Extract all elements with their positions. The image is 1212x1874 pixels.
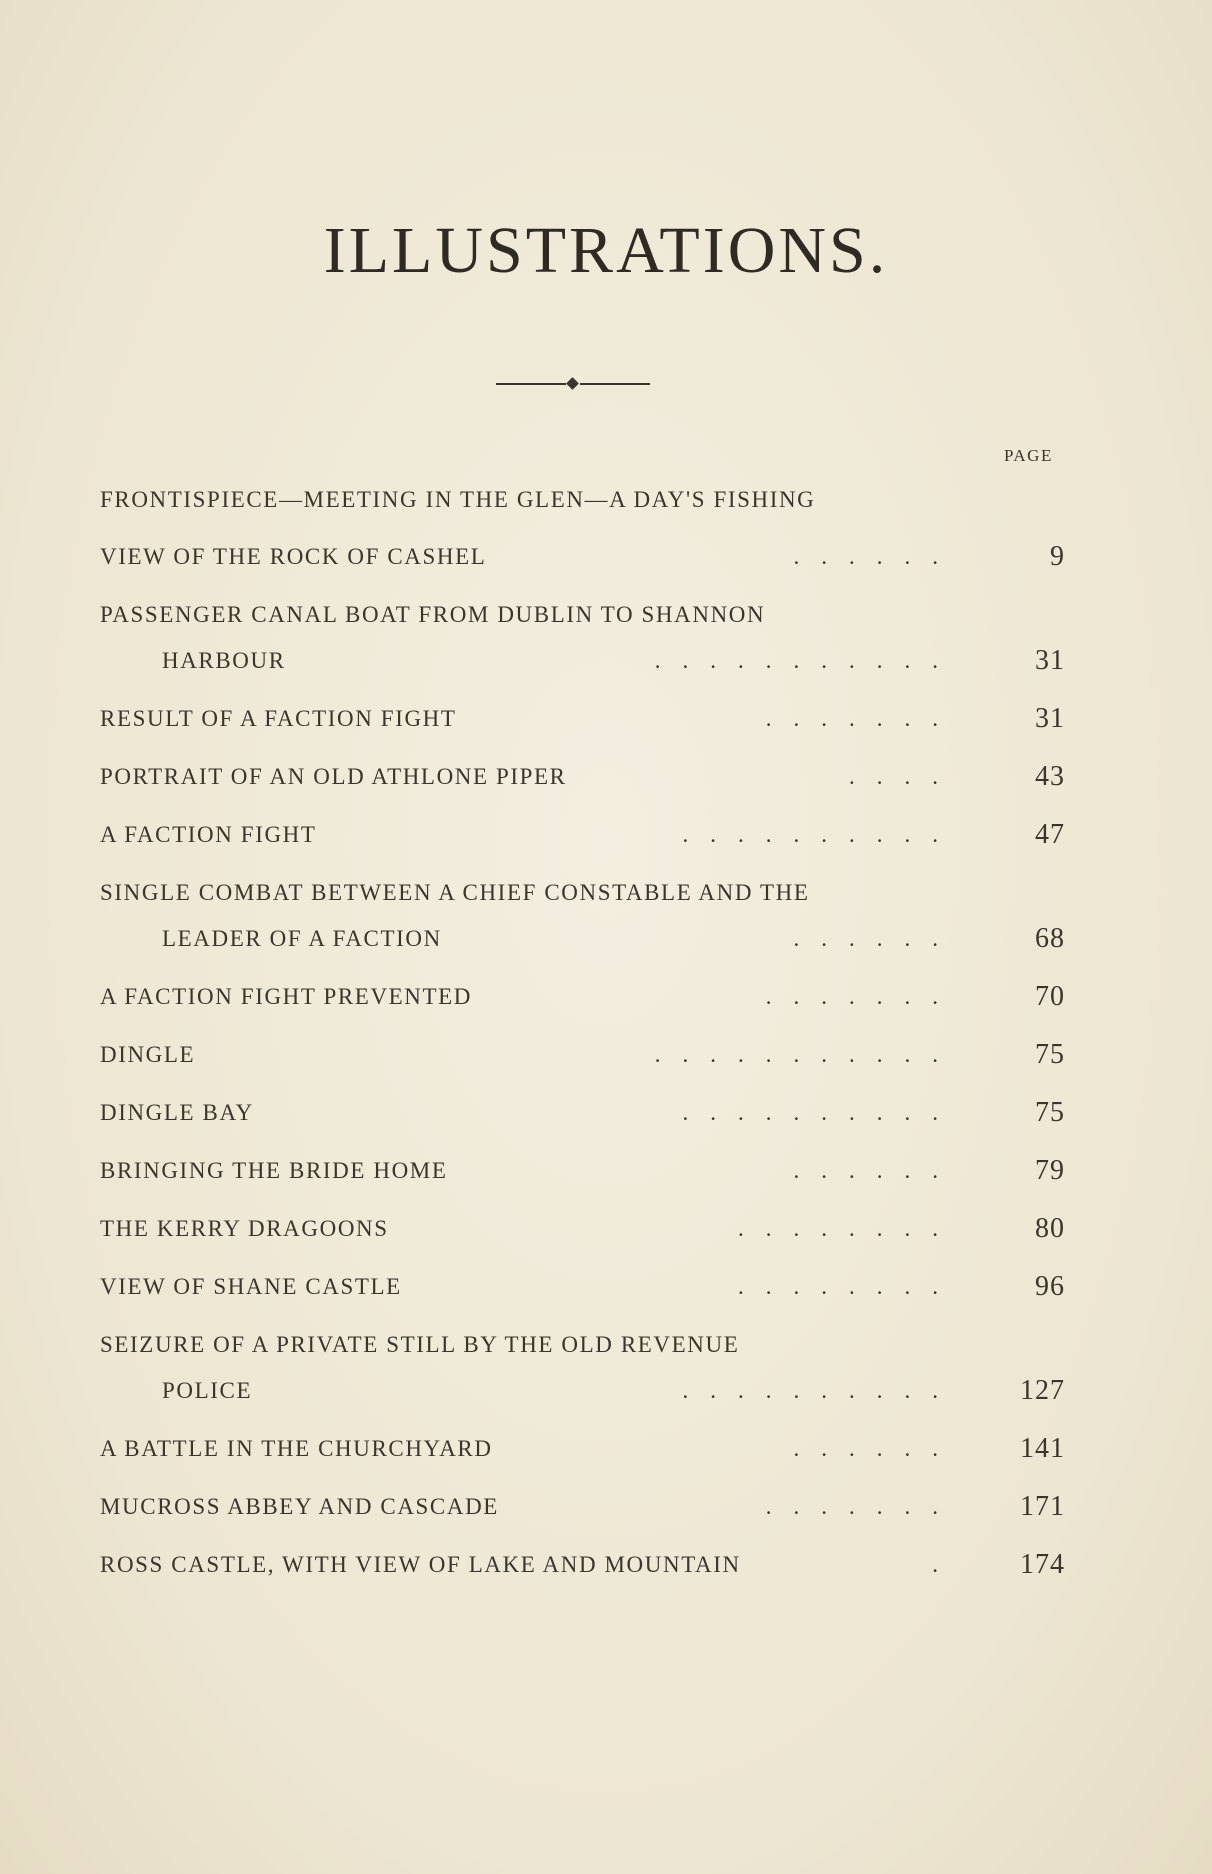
page-column-heading: PAGE <box>1004 446 1053 465</box>
list-item <box>100 1090 1065 1136</box>
page-number: 68 <box>1035 923 1065 954</box>
dot-leader: ....... <box>765 1494 960 1519</box>
page-number: 75 <box>1035 1039 1065 1070</box>
page-number: 70 <box>1035 981 1065 1012</box>
page-number: 141 <box>1020 1433 1065 1464</box>
dot-leader: ....... <box>765 984 960 1009</box>
entry-title: PASSENGER CANAL BOAT FROM DUBLIN TO SHANNON <box>100 602 766 627</box>
list-item <box>100 1484 1065 1530</box>
entry-title: LEADER OF A FACTION <box>162 926 442 951</box>
list-item <box>100 870 1065 962</box>
entry-title: MUCROSS ABBEY AND CASCADE <box>100 1494 499 1519</box>
list-item <box>100 1542 1065 1588</box>
list-item <box>100 812 1065 858</box>
page-number: 127 <box>1020 1375 1065 1406</box>
dot-leader: ...... <box>793 1158 960 1183</box>
dot-leader: ........ <box>738 1216 960 1241</box>
page-number: 75 <box>1035 1097 1065 1128</box>
dot-leader: ...... <box>793 544 960 569</box>
entry-title: THE KERRY DRAGOONS <box>100 1216 389 1241</box>
entry-title: DINGLE <box>100 1042 196 1067</box>
dot-leader: .......... <box>682 822 960 847</box>
list-item <box>100 534 1065 580</box>
entry-title: POLICE <box>162 1378 253 1403</box>
dot-leader: . <box>932 1552 960 1577</box>
page-number: 47 <box>1035 819 1065 850</box>
diamond-ornament-icon <box>566 377 579 390</box>
ornament-divider <box>496 378 650 390</box>
list-item <box>100 478 1065 522</box>
list-item <box>100 1426 1065 1472</box>
dot-leader: ....... <box>765 706 960 731</box>
dot-leader: ...... <box>793 926 960 951</box>
entry-title: VIEW OF THE ROCK OF CASHEL <box>100 544 487 569</box>
page-number: 9 <box>1050 541 1065 572</box>
dot-leader: ...... <box>793 1436 960 1461</box>
list-item <box>100 1264 1065 1310</box>
entry-title: DINGLE BAY <box>100 1100 254 1125</box>
page-number: 80 <box>1035 1213 1065 1244</box>
list-item <box>100 1206 1065 1252</box>
entry-title: RESULT OF A FACTION FIGHT <box>100 706 457 731</box>
entry-title: A FACTION FIGHT <box>100 822 317 847</box>
list-item <box>100 592 1065 684</box>
page-number: 79 <box>1035 1155 1065 1186</box>
page-number: 96 <box>1035 1271 1065 1302</box>
entry-title: BRINGING THE BRIDE HOME <box>100 1158 448 1183</box>
page-title: ILLUSTRATIONS. <box>323 214 889 287</box>
page-number: 31 <box>1035 703 1065 734</box>
dot-leader: .......... <box>682 1378 960 1403</box>
entry-title: VIEW OF SHANE CASTLE <box>100 1274 402 1299</box>
page-number: 43 <box>1035 761 1065 792</box>
illustrations-list <box>100 478 1065 1588</box>
list-item <box>100 754 1065 800</box>
list-item <box>100 1322 1065 1414</box>
list-item <box>100 1032 1065 1078</box>
list-item <box>100 974 1065 1020</box>
entry-title: A FACTION FIGHT PREVENTED <box>100 984 473 1009</box>
entry-title: FRONTISPIECE—MEETING IN THE GLEN—A DAY'S FISHING <box>100 487 816 512</box>
entry-title: HARBOUR <box>162 648 286 673</box>
entry-title: SEIZURE OF A PRIVATE STILL BY THE OLD REVENUE <box>100 1332 740 1357</box>
dot-leader: ........ <box>738 1274 960 1299</box>
dot-leader: .......... <box>682 1100 960 1125</box>
page-number: 31 <box>1035 645 1065 676</box>
dot-leader: ........... <box>654 1042 960 1067</box>
dot-leader: .... <box>849 764 960 789</box>
entry-title: SINGLE COMBAT BETWEEN A CHIEF CONSTABLE AND THE <box>100 880 810 905</box>
entry-title: ROSS CASTLE, WITH VIEW OF LAKE AND MOUNTAIN <box>100 1552 741 1577</box>
page-number: 171 <box>1020 1491 1065 1522</box>
list-item <box>100 696 1065 742</box>
list-item <box>100 1148 1065 1194</box>
dot-leader: ........... <box>654 648 960 673</box>
page-number: 174 <box>1020 1549 1065 1580</box>
entry-title: A BATTLE IN THE CHURCHYARD <box>100 1436 493 1461</box>
entry-title: PORTRAIT OF AN OLD ATHLONE PIPER <box>100 764 567 789</box>
